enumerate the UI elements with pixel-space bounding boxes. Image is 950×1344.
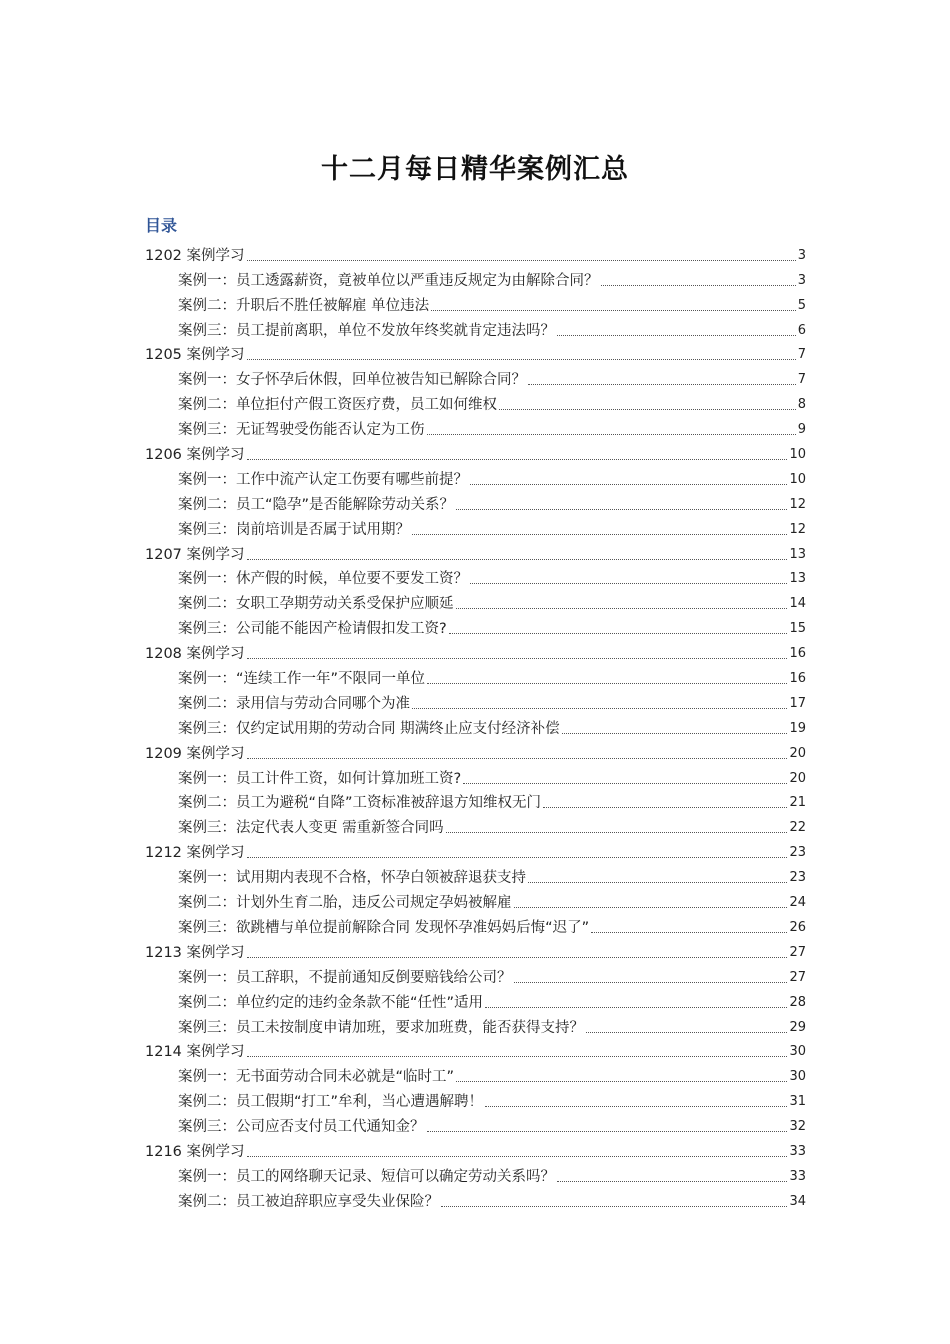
toc-page-number: 24 bbox=[789, 895, 806, 911]
toc-page-number: 9 bbox=[797, 422, 806, 438]
toc-dot-leader bbox=[514, 907, 788, 908]
toc-case-link[interactable] bbox=[0, 490, 950, 515]
toc-case-link[interactable] bbox=[0, 963, 950, 988]
toc-case-link[interactable] bbox=[0, 465, 950, 490]
toc-case-link[interactable] bbox=[0, 1013, 950, 1038]
toc-case-link[interactable] bbox=[0, 863, 950, 888]
toc-page-number: 10 bbox=[789, 447, 806, 463]
toc-section-link[interactable] bbox=[0, 739, 950, 764]
toc-page-number: 10 bbox=[789, 471, 806, 487]
toc-page-number: 14 bbox=[789, 596, 806, 612]
toc-page-number: 5 bbox=[797, 297, 806, 313]
toc-case-link[interactable] bbox=[0, 266, 950, 291]
toc-dot-leader bbox=[247, 857, 788, 858]
toc-page-number: 22 bbox=[789, 820, 806, 836]
toc-page-number: 21 bbox=[789, 795, 806, 811]
toc-entry-text: 案例二：员工被迫辞职应享受失业保险？ bbox=[178, 1193, 439, 1210]
toc-dot-leader bbox=[485, 1106, 787, 1107]
toc-entry-text: 案例三：员工提前离职，单位不发放年终奖就肯定违法吗？ bbox=[178, 322, 555, 339]
toc-entry-text: 案例三：公司应否支付员工代通知金？ bbox=[178, 1119, 425, 1136]
toc-entry-text: 案例三：岗前培训是否属于试用期？ bbox=[178, 521, 410, 538]
toc-page-number: 28 bbox=[789, 994, 806, 1010]
toc-entry-text: 1212 案例学习 bbox=[145, 845, 245, 862]
toc-heading: 目录 bbox=[145, 216, 178, 235]
toc-section-link[interactable] bbox=[0, 540, 950, 565]
toc-dot-leader bbox=[247, 957, 788, 958]
toc-entry-text: 案例一：无书面劳动合同未必就是“临时工” bbox=[178, 1069, 455, 1086]
toc-entry-text: 案例二：女职工孕期劳动关系受保护应顺延 bbox=[178, 596, 454, 613]
toc-entry-text: 1214 案例学习 bbox=[145, 1044, 245, 1061]
page-title: 十二月每日精华案例汇总 bbox=[321, 154, 629, 186]
toc-page-number: 27 bbox=[789, 969, 806, 985]
toc-entry-text: 案例二：计划外生育二胎，违反公司规定孕妈被解雇 bbox=[178, 895, 512, 912]
toc-case-link[interactable] bbox=[0, 589, 950, 614]
toc-entry-text: 案例三：仅约定试用期的劳动合同 期满终止应支付经济补偿 bbox=[178, 720, 560, 737]
toc-entry-text: 1207 案例学习 bbox=[145, 546, 245, 563]
toc-page-number: 13 bbox=[789, 571, 806, 587]
toc-entry-text: 案例三：欲跳槽与单位提前解除合同 发现怀孕准妈妈后悔“迟了” bbox=[178, 919, 590, 936]
toc-page-number: 3 bbox=[797, 272, 806, 288]
toc-page-number: 13 bbox=[789, 546, 806, 562]
toc-entry-text: 案例二：单位约定的违约金条款不能“任性”适用 bbox=[178, 994, 484, 1011]
toc-entry-text: 案例一：工作中流产认定工伤要有哪些前提？ bbox=[178, 471, 468, 488]
toc-entry-text: 案例二：员工假期“打工”牟利，当心遭遇解聘！ bbox=[178, 1094, 484, 1111]
toc-dot-leader bbox=[499, 409, 796, 410]
toc-page-number: 12 bbox=[789, 521, 806, 537]
toc-dot-leader bbox=[441, 1206, 787, 1207]
toc-section-link[interactable] bbox=[0, 241, 950, 266]
toc-page-number: 6 bbox=[797, 322, 806, 338]
toc-entry-text: 案例二：单位拒付产假工资医疗费，员工如何维权 bbox=[178, 397, 497, 414]
toc-entry-text: 案例二：录用信与劳动合同哪个为准 bbox=[178, 695, 410, 712]
toc-case-link[interactable] bbox=[0, 291, 950, 316]
toc-case-link[interactable] bbox=[0, 888, 950, 913]
toc-dot-leader bbox=[528, 882, 787, 883]
toc-entry-text: 案例一：员工计件工资，如何计算加班工资? bbox=[178, 770, 462, 787]
toc-page-number: 20 bbox=[789, 770, 806, 786]
toc-case-link[interactable] bbox=[0, 365, 950, 390]
toc-section-link[interactable] bbox=[0, 341, 950, 366]
toc-dot-leader bbox=[456, 509, 787, 510]
toc-dot-leader bbox=[586, 1032, 787, 1033]
toc-dot-leader bbox=[247, 1156, 788, 1157]
toc-dot-leader bbox=[562, 733, 788, 734]
toc-section-link[interactable] bbox=[0, 440, 950, 465]
toc-dot-leader bbox=[247, 459, 788, 460]
toc-dot-leader bbox=[456, 1081, 787, 1082]
toc-section-link[interactable] bbox=[0, 639, 950, 664]
toc-entry-text: 案例三：员工未按制度申请加班，要求加班费，能否获得支持？ bbox=[178, 1019, 584, 1036]
toc-dot-leader bbox=[247, 758, 788, 759]
toc-case-link[interactable] bbox=[0, 1062, 950, 1087]
toc-dot-leader bbox=[427, 434, 796, 435]
toc-dot-leader bbox=[247, 658, 788, 659]
toc-page-number: 23 bbox=[789, 870, 806, 886]
toc-dot-leader bbox=[446, 832, 788, 833]
toc-case-link[interactable] bbox=[0, 988, 950, 1013]
toc-case-link[interactable] bbox=[0, 813, 950, 838]
toc-page-number: 15 bbox=[789, 621, 806, 637]
toc-entry-text: 案例一：休产假的时候，单位要不要发工资？ bbox=[178, 571, 468, 588]
toc-case-link[interactable] bbox=[0, 1112, 950, 1137]
toc-page-number: 7 bbox=[797, 347, 806, 363]
toc-dot-leader bbox=[528, 384, 796, 385]
toc-dot-leader bbox=[463, 783, 787, 784]
toc-page-number: 30 bbox=[789, 1069, 806, 1085]
toc-page-number: 16 bbox=[789, 646, 806, 662]
toc-page-number: 27 bbox=[789, 944, 806, 960]
toc-section-link[interactable] bbox=[0, 838, 950, 863]
toc-entry-text: 案例二：员工“隐孕”是否能解除劳动关系？ bbox=[178, 496, 455, 513]
toc-dot-leader bbox=[591, 932, 787, 933]
toc-entry-text: 案例一：女子怀孕后休假，回单位被告知已解除合同？ bbox=[178, 372, 526, 389]
toc-case-link[interactable] bbox=[0, 316, 950, 341]
toc-case-link[interactable] bbox=[0, 664, 950, 689]
toc-entry-text: 1209 案例学习 bbox=[145, 745, 245, 762]
toc-section-link[interactable] bbox=[0, 938, 950, 963]
toc-case-link[interactable] bbox=[0, 1087, 950, 1112]
toc-page-number: 7 bbox=[797, 372, 806, 388]
toc-dot-leader bbox=[427, 1131, 788, 1132]
toc-entry-text: 1206 案例学习 bbox=[145, 447, 245, 464]
toc-dot-leader bbox=[514, 982, 788, 983]
toc-page-number: 8 bbox=[797, 397, 806, 413]
toc-page-number: 33 bbox=[789, 1168, 806, 1184]
toc-page-number: 20 bbox=[789, 745, 806, 761]
toc-case-link[interactable] bbox=[0, 714, 950, 739]
toc-entry-text: 案例一：员工透露薪资，竟被单位以严重违反规定为由解除合同？ bbox=[178, 272, 599, 289]
toc-page-number: 23 bbox=[789, 845, 806, 861]
toc-case-link[interactable] bbox=[0, 565, 950, 590]
toc-entry-text: 1208 案例学习 bbox=[145, 646, 245, 663]
toc-dot-leader bbox=[247, 559, 788, 560]
toc-page-number: 31 bbox=[789, 1094, 806, 1110]
toc-page-number: 33 bbox=[789, 1143, 806, 1159]
toc-section-link[interactable] bbox=[0, 1137, 950, 1162]
toc-page-number: 32 bbox=[789, 1119, 806, 1135]
toc-dot-leader bbox=[485, 1007, 787, 1008]
toc-case-link[interactable] bbox=[0, 515, 950, 540]
toc-page-number: 3 bbox=[797, 247, 806, 263]
toc-entry-text: 案例一：员工辞职，不提前通知反倒要赔钱给公司？ bbox=[178, 969, 512, 986]
toc-page-number: 29 bbox=[789, 1019, 806, 1035]
toc-dot-leader bbox=[247, 1056, 788, 1057]
toc-dot-leader bbox=[470, 484, 787, 485]
toc-dot-leader bbox=[557, 335, 796, 336]
toc-dot-leader bbox=[247, 359, 796, 360]
toc-case-link[interactable] bbox=[0, 913, 950, 938]
toc-entry-text: 案例一：员工的网络聊天记录、短信可以确定劳动关系吗？ bbox=[178, 1168, 555, 1185]
toc-dot-leader bbox=[427, 683, 787, 684]
toc-page-number: 17 bbox=[789, 695, 806, 711]
toc-dot-leader bbox=[543, 807, 787, 808]
toc-entry-text: 案例二：员工为避税“自降”工资标准被辞退方知维权无门 bbox=[178, 795, 542, 812]
toc-case-link[interactable] bbox=[0, 1187, 950, 1212]
toc-dot-leader bbox=[601, 285, 796, 286]
toc-entry-text: 案例二：升职后不胜任被解雇 单位违法 bbox=[178, 297, 430, 314]
toc-case-link[interactable] bbox=[0, 614, 950, 639]
toc-entry-text: 1213 案例学习 bbox=[145, 944, 245, 961]
toc-entry-text: 1202 案例学习 bbox=[145, 247, 245, 264]
toc-case-link[interactable] bbox=[0, 390, 950, 415]
toc-entry-text: 1205 案例学习 bbox=[145, 347, 245, 364]
toc-page-number: 30 bbox=[789, 1044, 806, 1060]
toc-page-number: 16 bbox=[789, 671, 806, 687]
table-of-contents bbox=[0, 241, 950, 1212]
toc-entry-text: 案例一：试用期内表现不合格，怀孕白领被辞退获支持 bbox=[178, 870, 526, 887]
toc-dot-leader bbox=[412, 534, 787, 535]
toc-dot-leader bbox=[449, 633, 788, 634]
toc-page-number: 12 bbox=[789, 496, 806, 512]
toc-dot-leader bbox=[412, 708, 787, 709]
toc-entry-text: 案例一：“连续工作一年”不限同一单位 bbox=[178, 671, 426, 688]
toc-entry-text: 1216 案例学习 bbox=[145, 1143, 245, 1160]
toc-dot-leader bbox=[557, 1181, 787, 1182]
toc-page-number: 26 bbox=[789, 919, 806, 935]
toc-dot-leader bbox=[470, 583, 787, 584]
toc-entry-text: 案例三：公司能不能因产检请假扣发工资? bbox=[178, 621, 447, 638]
toc-entry-text: 案例三：无证驾驶受伤能否认定为工伤 bbox=[178, 422, 425, 439]
toc-entry-text: 案例三：法定代表人变更 需重新签合同吗 bbox=[178, 820, 444, 837]
toc-case-link[interactable] bbox=[0, 1162, 950, 1187]
toc-case-link[interactable] bbox=[0, 689, 950, 714]
toc-case-link[interactable] bbox=[0, 789, 950, 814]
toc-case-link[interactable] bbox=[0, 764, 950, 789]
toc-dot-leader bbox=[247, 260, 796, 261]
toc-case-link[interactable] bbox=[0, 415, 950, 440]
toc-dot-leader bbox=[456, 608, 788, 609]
toc-section-link[interactable] bbox=[0, 1038, 950, 1063]
toc-page-number: 34 bbox=[789, 1193, 806, 1209]
toc-dot-leader bbox=[431, 310, 796, 311]
toc-page-number: 19 bbox=[789, 720, 806, 736]
